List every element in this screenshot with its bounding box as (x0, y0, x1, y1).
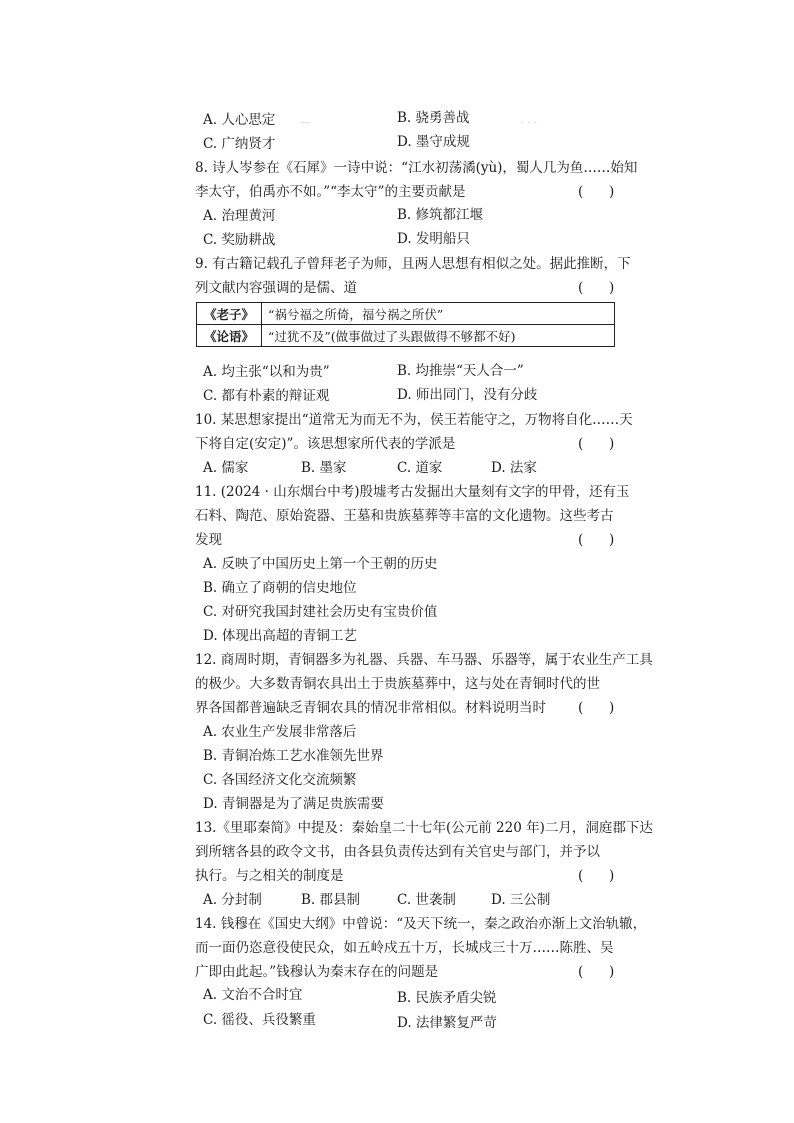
option-c: C. 广纳贤才 (203, 136, 276, 152)
answer-blank: ( ) (578, 700, 615, 716)
question-10-line-2: 下将自定(安定)”。该思想家所代表的学派是 (195, 436, 456, 452)
option-d: D. 法家 (491, 460, 537, 476)
question-13-line-3: 执行。与之相关的制度是 (195, 868, 344, 884)
option-a: A. 治理黄河 (203, 208, 276, 224)
question-14-line-3: 广即由此起。”钱穆认为秦末存在的问题是 (195, 964, 439, 980)
option-b: B. 均推崇“天人合一” (397, 363, 524, 379)
option-c: C. 都有朴素的辩证观 (203, 388, 330, 404)
option-a: A. 均主张“以和为贵” (203, 364, 330, 380)
option-d: D. 师出同门，没有分歧 (397, 387, 538, 403)
bleed-through-mark: — (300, 116, 311, 129)
question-12-line-1: 12. 商周时期，青铜器多为礼器、兵器、车马器、乐器等，属于农业生产工具 (195, 652, 653, 668)
option-d: D. 法律繁复严苛 (397, 1015, 497, 1031)
answer-blank: ( ) (578, 280, 615, 296)
option-a: A. 农业生产发展非常落后 (203, 724, 357, 740)
question-11-line-1: 11. (2024 · 山东烟台中考)殷墟考古发掘出大量刻有文字的甲骨，还有玉 (195, 484, 630, 500)
option-a: A. 人心思定 (203, 112, 276, 128)
question-11-line-2: 石料、陶范、原始瓷器、王墓和贵族墓葬等丰富的文化遗物。这些考古 (195, 508, 614, 524)
question-14-line-1: 14. 钱穆在《国史大纲》中曾说：“及天下统一，秦之政治亦渐上文治轨辙， (195, 916, 647, 932)
option-c: C. 世袭制 (397, 892, 456, 908)
option-d: D. 墨守成规 (397, 134, 470, 150)
option-c: C. 对研究我国封建社会历史有宝贵价值 (203, 604, 438, 620)
option-a: A. 文治不合时宜 (203, 987, 303, 1003)
question-9-line-2: 列文献内容强调的是儒、道 (195, 280, 357, 296)
option-b: B. 骁勇善战 (397, 110, 470, 126)
option-d: D. 体现出高超的青铜工艺 (203, 628, 357, 644)
question-8-line-1: 8. 诗人岑参在《石犀》一诗中说：“江水初荡潏(yù)，蜀人几为鱼……始知 (195, 160, 638, 176)
question-13-line-2: 到所辖各县的政令文书，由各县负责传达到有关官史与部门，并予以 (195, 844, 600, 860)
option-d: D. 三公制 (491, 892, 551, 908)
option-b: B. 民族矛盾尖锐 (397, 990, 497, 1006)
answer-blank: ( ) (578, 184, 615, 200)
option-b: B. 郡县制 (301, 892, 361, 908)
option-b: B. 修筑都江堰 (397, 207, 484, 223)
table-cell-quote: “祸兮福之所倚，福兮祸之所伏” (262, 303, 615, 325)
option-b: B. 墨家 (301, 460, 347, 476)
option-d: D. 青铜器是为了满足贵族需要 (203, 796, 384, 812)
answer-blank: ( ) (578, 436, 615, 452)
table-cell-quote: “过犹不及”(做事做过了头跟做得不够都不好) (262, 325, 615, 347)
question-11-line-3: 发现 (195, 532, 222, 548)
table-cell-source: 《老子》 (197, 303, 262, 325)
question-9-line-1: 9. 有古籍记载孔子曾拜老子为师，且两人思想有相似之处。据此推断，下 (195, 256, 631, 272)
question-12-line-2: 的极少。大多数青铜农具出土于贵族墓葬中，这与处在青铜时代的世 (195, 676, 600, 692)
bleed-through-mark: · · · (520, 116, 538, 129)
option-a: A. 儒家 (203, 460, 249, 476)
answer-blank: ( ) (578, 964, 615, 980)
source-table (196, 302, 615, 347)
option-c: C. 道家 (397, 460, 443, 476)
table-row (197, 325, 615, 347)
question-10-line-1: 10. 某思想家提出“道常无为而无不为，侯王若能守之，万物将自化……天 (195, 412, 633, 428)
option-b: B. 确立了商朝的信史地位 (203, 580, 357, 596)
option-c: C. 各国经济文化交流频繁 (203, 772, 357, 788)
answer-blank: ( ) (578, 532, 615, 548)
table-row (197, 303, 615, 325)
option-d: D. 发明船只 (397, 231, 470, 247)
question-13-line-1: 13.《里耶秦简》中提及：秦始皇二十七年(公元前 220 年)二月，洞庭郡下达 (195, 820, 653, 836)
question-8-line-2: 李太守，伯禹亦不如。”“李太守”的主要贡献是 (195, 184, 466, 200)
question-14-line-2: 而一面仍恣意役使民众，如五岭戍五十万，长城戍三十万……陈胜、吴 (195, 940, 614, 956)
option-c: C. 徭役、兵役繁重 (203, 1012, 316, 1028)
table-cell-source: 《论语》 (197, 325, 262, 347)
option-a: A. 分封制 (203, 892, 262, 908)
question-12-line-3: 界各国都普遍缺乏青铜农具的情况非常相似。材料说明当时 (195, 700, 546, 716)
answer-blank: ( ) (578, 868, 615, 884)
option-b: B. 青铜冶炼工艺水准领先世界 (203, 748, 384, 764)
option-c: C. 奖励耕战 (203, 232, 276, 248)
option-a: A. 反映了中国历史上第一个王朝的历史 (203, 556, 438, 572)
